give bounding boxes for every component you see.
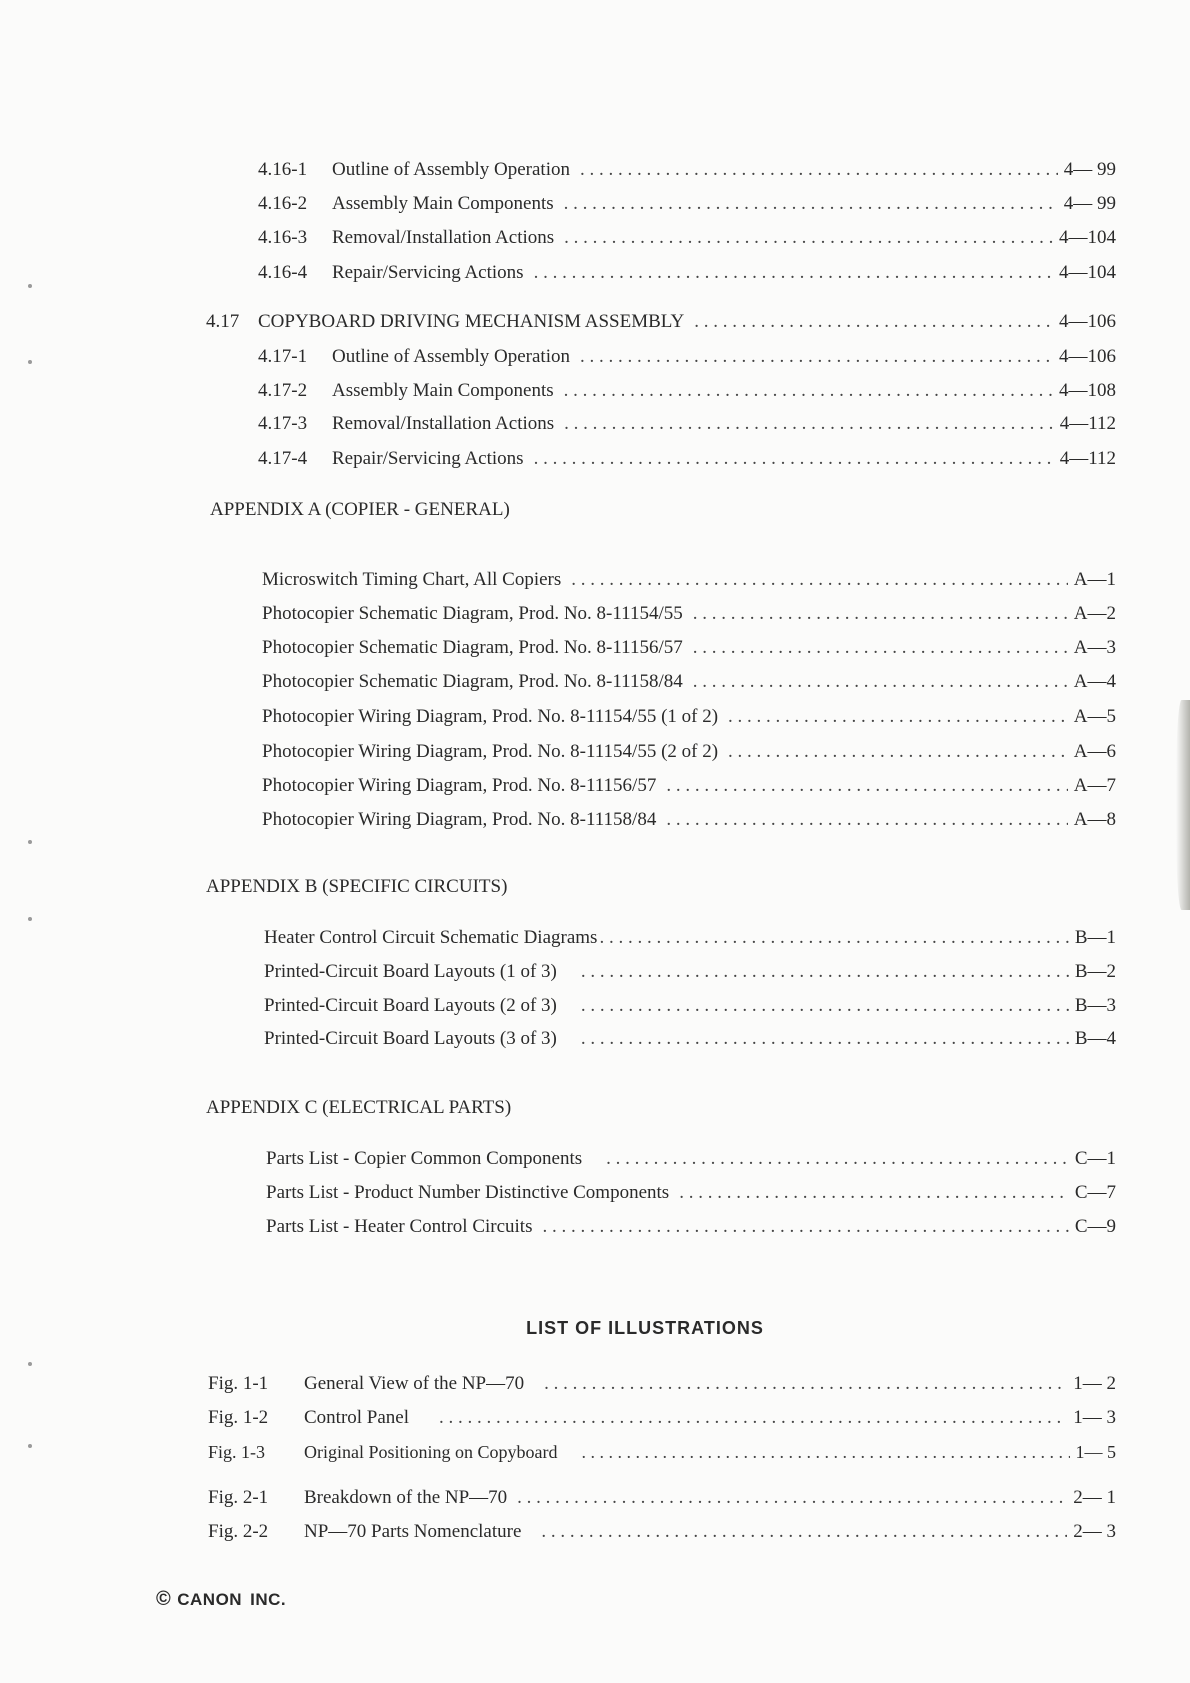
appendix-entry [264, 994, 1116, 1018]
page-edge-stain [1176, 700, 1190, 910]
entry-number: 4.16-2 [258, 193, 308, 214]
entry-title: Microswitch Timing Chart, All Copiers [262, 569, 562, 590]
dot-leader [542, 1215, 1068, 1239]
appendix-entry [266, 1147, 1116, 1171]
figure-title: Breakdown of the NP—70 [304, 1487, 508, 1508]
entry-page: A—4 [1073, 671, 1116, 692]
entry-page: A—7 [1073, 775, 1116, 796]
entry-title: Assembly Main Components [332, 380, 554, 401]
dot-leader [564, 379, 1053, 403]
entry-page: A—2 [1073, 603, 1116, 624]
copyright-footer [156, 1588, 286, 1611]
entry-page: C—7 [1074, 1182, 1116, 1203]
dot-leader [693, 636, 1068, 660]
entry-title: Assembly Main Components [332, 193, 554, 214]
toc-section-heading [206, 310, 1116, 334]
figure-title: Original Positioning on Copyboard [304, 1442, 558, 1462]
figure-number: Fig. 1-2 [208, 1407, 269, 1428]
dot-leader [571, 568, 1067, 592]
entry-page: B—2 [1074, 961, 1116, 982]
appendix-entry [262, 670, 1116, 694]
entry-title: Outline of Assembly Operation [332, 346, 570, 367]
appendix-a-heading: APPENDIX A (COPIER - GENERAL) [210, 499, 510, 520]
appendix-entry [262, 774, 1116, 798]
dot-leader [580, 158, 1058, 182]
appendix-entry [262, 602, 1116, 626]
appendix-c-heading: APPENDIX C (ELECTRICAL PARTS) [206, 1097, 512, 1118]
figure-number: Fig. 1-3 [208, 1442, 266, 1462]
dot-leader [693, 670, 1068, 694]
entry-page: B—4 [1074, 1028, 1116, 1049]
entry-page: 4—104 [1059, 227, 1116, 248]
dot-leader [564, 226, 1053, 250]
entry-title: Photocopier Wiring Diagram, Prod. No. 8-11158/84 [262, 809, 657, 830]
figure-title: NP—70 Parts Nomenclature [304, 1521, 522, 1542]
figure-title: General View of the NP—70 [304, 1373, 525, 1394]
figure-number: Fig. 2-2 [208, 1521, 269, 1542]
dot-leader [728, 705, 1068, 729]
entry-title: Removal/Installation Actions [332, 413, 555, 434]
binder-hole-mark [28, 1362, 32, 1366]
figure-title: Control Panel [304, 1407, 410, 1428]
appendix-entry [262, 740, 1116, 764]
appendix-entry [266, 1181, 1116, 1205]
entry-number: 4.16-3 [258, 227, 308, 248]
dot-leader [534, 261, 1053, 285]
company-suffix: INC. [250, 1590, 287, 1609]
entry-page: 4— 99 [1063, 159, 1116, 180]
dot-leader [606, 1147, 1069, 1171]
section-title: COPYBOARD DRIVING MECHANISM ASSEMBLY [258, 311, 685, 332]
toc-entry [258, 379, 1116, 403]
entry-title: Photocopier Schematic Diagram, Prod. No. 8-11154/55 [262, 603, 683, 624]
dot-leader [580, 345, 1053, 369]
entry-page: 4—112 [1059, 413, 1116, 434]
figure-number: Fig. 2-1 [208, 1487, 269, 1508]
dot-leader [564, 412, 1054, 436]
illustration-entry [208, 1440, 1116, 1464]
entry-title: Repair/Servicing Actions [332, 262, 524, 283]
dot-leader [666, 808, 1067, 832]
dot-leader [564, 192, 1058, 216]
dot-leader [544, 1372, 1067, 1396]
entry-number: 4.17-4 [258, 448, 308, 469]
binder-hole-mark [28, 917, 32, 921]
appendix-b-heading: APPENDIX B (SPECIFIC CIRCUITS) [206, 876, 508, 897]
illustration-entry [208, 1406, 1116, 1430]
dot-leader [581, 1027, 1069, 1051]
appendix-entry [262, 705, 1116, 729]
toc-entry [258, 226, 1116, 250]
entry-title: Repair/Servicing Actions [332, 448, 524, 469]
dot-leader [694, 310, 1053, 334]
appendix-entry [262, 636, 1116, 660]
entry-number: 4.17-2 [258, 380, 308, 401]
entry-number: 4.16-1 [258, 159, 308, 180]
dot-leader [439, 1406, 1067, 1430]
entry-page: 4—112 [1059, 448, 1116, 469]
appendix-entry [266, 1215, 1116, 1239]
appendix-entry [262, 568, 1116, 592]
entry-page: C—1 [1074, 1148, 1116, 1169]
toc-entry [258, 261, 1116, 285]
entry-title: Removal/Installation Actions [332, 227, 555, 248]
section-number: 4.17 [206, 311, 240, 332]
entry-page: A—8 [1073, 809, 1116, 830]
appendix-entry [264, 926, 1116, 950]
appendix-entry [264, 960, 1116, 984]
binder-hole-mark [28, 840, 32, 844]
toc-entry [258, 345, 1116, 369]
figure-page: 1— 5 [1075, 1442, 1116, 1462]
figure-number: Fig. 1-1 [208, 1373, 269, 1394]
binder-hole-mark [28, 1444, 32, 1448]
entry-page: 4—108 [1059, 380, 1116, 401]
entry-page: A—3 [1073, 637, 1116, 658]
dot-leader [666, 774, 1067, 798]
entry-title: Printed-Circuit Board Layouts (1 of 3) [264, 961, 557, 982]
entry-page: 4— 99 [1063, 193, 1116, 214]
entry-title: Photocopier Wiring Diagram, Prod. No. 8-11154/55 (1 of 2) [262, 706, 719, 727]
entry-title: Photocopier Schematic Diagram, Prod. No. 8-11156/57 [262, 637, 683, 658]
figure-page: 1— 3 [1073, 1407, 1116, 1428]
toc-entry [258, 412, 1116, 436]
dot-leader [728, 740, 1068, 764]
dot-leader [581, 960, 1069, 984]
entry-title: Printed-Circuit Board Layouts (2 of 3) [264, 995, 557, 1016]
entry-title: Parts List - Copier Common Components [266, 1148, 583, 1169]
dot-leader [582, 1440, 1070, 1464]
dot-leader [599, 926, 1068, 950]
figure-page: 2— 1 [1073, 1487, 1116, 1508]
entry-number: 4.17-1 [258, 346, 308, 367]
entry-title: Printed-Circuit Board Layouts (3 of 3) [264, 1028, 557, 1049]
illustration-entry [208, 1486, 1116, 1510]
appendix-entry [264, 1027, 1116, 1051]
entry-page: B—1 [1074, 927, 1116, 948]
copyright-icon: © [156, 1588, 172, 1610]
entry-title: Heater Control Circuit Schematic Diagrams [264, 927, 598, 948]
entry-title: Photocopier Schematic Diagram, Prod. No. 8-11158/84 [262, 671, 683, 692]
entry-title: Photocopier Wiring Diagram, Prod. No. 8-11156/57 [262, 775, 657, 796]
company-name: CANON [177, 1590, 243, 1609]
entry-page: A—6 [1073, 741, 1116, 762]
entry-title: Parts List - Heater Control Circuits [266, 1216, 533, 1237]
entry-number: 4.17-3 [258, 413, 308, 434]
dot-leader [693, 602, 1068, 626]
entry-page: C—9 [1074, 1216, 1116, 1237]
entry-page: 4—104 [1059, 262, 1116, 283]
figure-page: 2— 3 [1073, 1521, 1116, 1542]
illustration-entry [208, 1520, 1116, 1544]
toc-entry [258, 192, 1116, 216]
dot-leader [534, 447, 1054, 471]
illustration-entry [208, 1372, 1116, 1396]
dot-leader [517, 1486, 1067, 1510]
entry-page: A—1 [1073, 569, 1116, 590]
figure-page: 1— 2 [1073, 1373, 1116, 1394]
list-of-illustrations-heading: LIST OF ILLUSTRATIONS [526, 1318, 764, 1338]
section-page: 4—106 [1059, 311, 1116, 332]
binder-hole-mark [28, 284, 32, 288]
appendix-entry [262, 808, 1116, 832]
entry-title: Parts List - Product Number Distinctive Components [266, 1182, 670, 1203]
entry-title: Outline of Assembly Operation [332, 159, 570, 180]
dot-leader [581, 994, 1069, 1018]
entry-page: 4—106 [1059, 346, 1116, 367]
entry-page: B—3 [1074, 995, 1116, 1016]
binder-hole-mark [28, 360, 32, 364]
toc-entry [258, 447, 1116, 471]
dot-leader [679, 1181, 1069, 1205]
entry-title: Photocopier Wiring Diagram, Prod. No. 8-11154/55 (2 of 2) [262, 741, 719, 762]
entry-page: A—5 [1073, 706, 1116, 727]
entry-number: 4.16-4 [258, 262, 308, 283]
dot-leader [541, 1520, 1067, 1544]
toc-entry [258, 158, 1116, 182]
